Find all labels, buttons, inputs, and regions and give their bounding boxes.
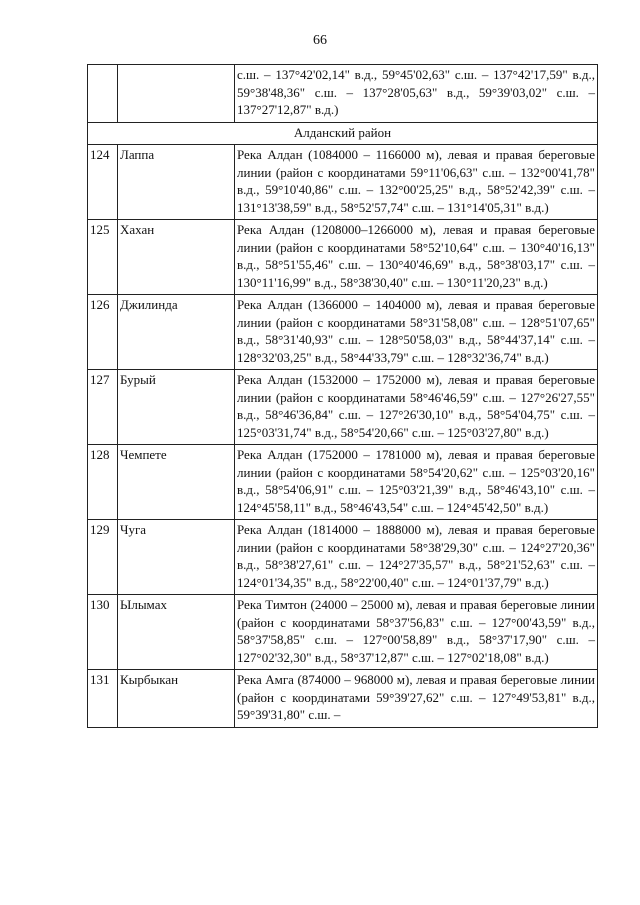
area-name-cell: Хахан	[118, 220, 235, 295]
row-number-cell: 129	[88, 520, 118, 595]
area-description-cell: Река Амга (874000 – 968000 м), левая и правая береговые линии (район с координатами 59°39'27,62" с.ш. – 127°49'53,81" в.д., 59°39'31,80" с.ш. –	[235, 670, 598, 728]
fishing-areas-table	[87, 64, 598, 728]
row-number-cell: 126	[88, 295, 118, 370]
row-number-cell: 125	[88, 220, 118, 295]
table-row	[88, 145, 598, 220]
row-number-cell: 124	[88, 145, 118, 220]
area-name-cell	[118, 65, 235, 123]
table-row	[88, 670, 598, 728]
area-description-cell: Река Алдан (1208000–1266000 м), левая и правая береговые линии (район с координатами 58°52'10,64" с.ш. – 130°40'16,13" в.д., 58°51'55,46" с.ш. – 130°40'46,69" в.д., 58°38'03,17" с.ш. – 130°11'16,99" в.д., 58°38'30,40" с.ш. – 130°11'20,23" в.д.)	[235, 220, 598, 295]
area-name-cell: Лаппа	[118, 145, 235, 220]
table-row	[88, 295, 598, 370]
table-row	[88, 595, 598, 670]
section-title: Алданский район	[88, 122, 598, 145]
area-description-cell: Река Алдан (1814000 – 1888000 м), левая и правая береговые линии (район с координатами 58°38'29,30" с.ш. – 124°27'20,36" в.д., 58°38'27,61" с.ш. – 124°27'35,57" в.д., 58°21'52,63" с.ш. – 124°01'34,35" в.д., 58°22'00,40" с.ш. – 124°01'37,79" в.д.)	[235, 520, 598, 595]
area-name-cell: Джилинда	[118, 295, 235, 370]
area-description-cell: Река Алдан (1752000 – 1781000 м), левая и правая береговые линии (район с координатами 58°54'20,62" с.ш. – 125°03'20,16" в.д., 58°54'06,91" с.ш. – 125°03'21,39" в.д., 58°46'43,10" с.ш. – 124°45'58,11" в.д., 58°46'43,54" с.ш. – 124°45'42,50" в.д.)	[235, 445, 598, 520]
row-number-cell: 131	[88, 670, 118, 728]
row-number-cell	[88, 65, 118, 123]
row-number-cell: 130	[88, 595, 118, 670]
area-name-cell: Чуга	[118, 520, 235, 595]
area-description-cell: Река Алдан (1532000 – 1752000 м), левая и правая береговые линии (район с координатами 58°46'46,59" с.ш. – 127°26'27,55" в.д., 58°46'36,84" с.ш. – 127°26'30,10" в.д., 58°54'04,75" с.ш. – 125°03'31,74" в.д., 58°54'20,66" с.ш. – 125°03'27,80" в.д.)	[235, 370, 598, 445]
area-description-cell: Река Алдан (1366000 – 1404000 м), левая и правая береговые линии (район с координатами 58°31'58,08" с.ш. – 128°51'07,65" в.д., 58°31'40,93" с.ш. – 128°50'58,03" в.д., 58°44'37,14" с.ш. – 128°32'03,25" в.д., 58°44'33,79" с.ш. – 128°32'36,74" в.д.)	[235, 295, 598, 370]
area-description-cell: Река Тимтон (24000 – 25000 м), левая и правая береговые линии (район с координатами 58°37'56,83" с.ш. – 127°00'43,59" в.д., 58°37'58,85" с.ш. – 127°00'58,89" в.д., 58°37'17,90" с.ш. – 127°02'32,30" в.д., 58°37'12,87" с.ш. – 127°02'18,08" в.д.)	[235, 595, 598, 670]
row-number-cell: 127	[88, 370, 118, 445]
table-row	[88, 220, 598, 295]
section-header-row	[88, 122, 598, 145]
table-row	[88, 445, 598, 520]
table-body	[88, 65, 598, 728]
table-row-continuation	[88, 65, 598, 123]
area-name-cell: Кырбыкан	[118, 670, 235, 728]
area-description-cell: с.ш. – 137°42'02,14" в.д., 59°45'02,63" с.ш. – 137°42'17,59" в.д., 59°38'48,36" с.ш. – 137°28'05,63" в.д., 59°39'03,02" с.ш. – 137°27'12,87" в.д.)	[235, 65, 598, 123]
table-row	[88, 520, 598, 595]
area-name-cell: Чемпете	[118, 445, 235, 520]
table-row	[88, 370, 598, 445]
area-name-cell: Ылымах	[118, 595, 235, 670]
area-name-cell: Бурый	[118, 370, 235, 445]
row-number-cell: 128	[88, 445, 118, 520]
page-number: 66	[313, 33, 327, 48]
area-description-cell: Река Алдан (1084000 – 1166000 м), левая и правая береговые линии (район с координатами 59°11'06,63" с.ш. – 132°00'41,78" в.д., 59°10'40,86" с.ш. – 132°00'25,25" в.д., 58°52'42,39" с.ш. – 131°13'38,59" в.д., 58°52'57,74" с.ш. – 131°14'05,31" в.д.)	[235, 145, 598, 220]
